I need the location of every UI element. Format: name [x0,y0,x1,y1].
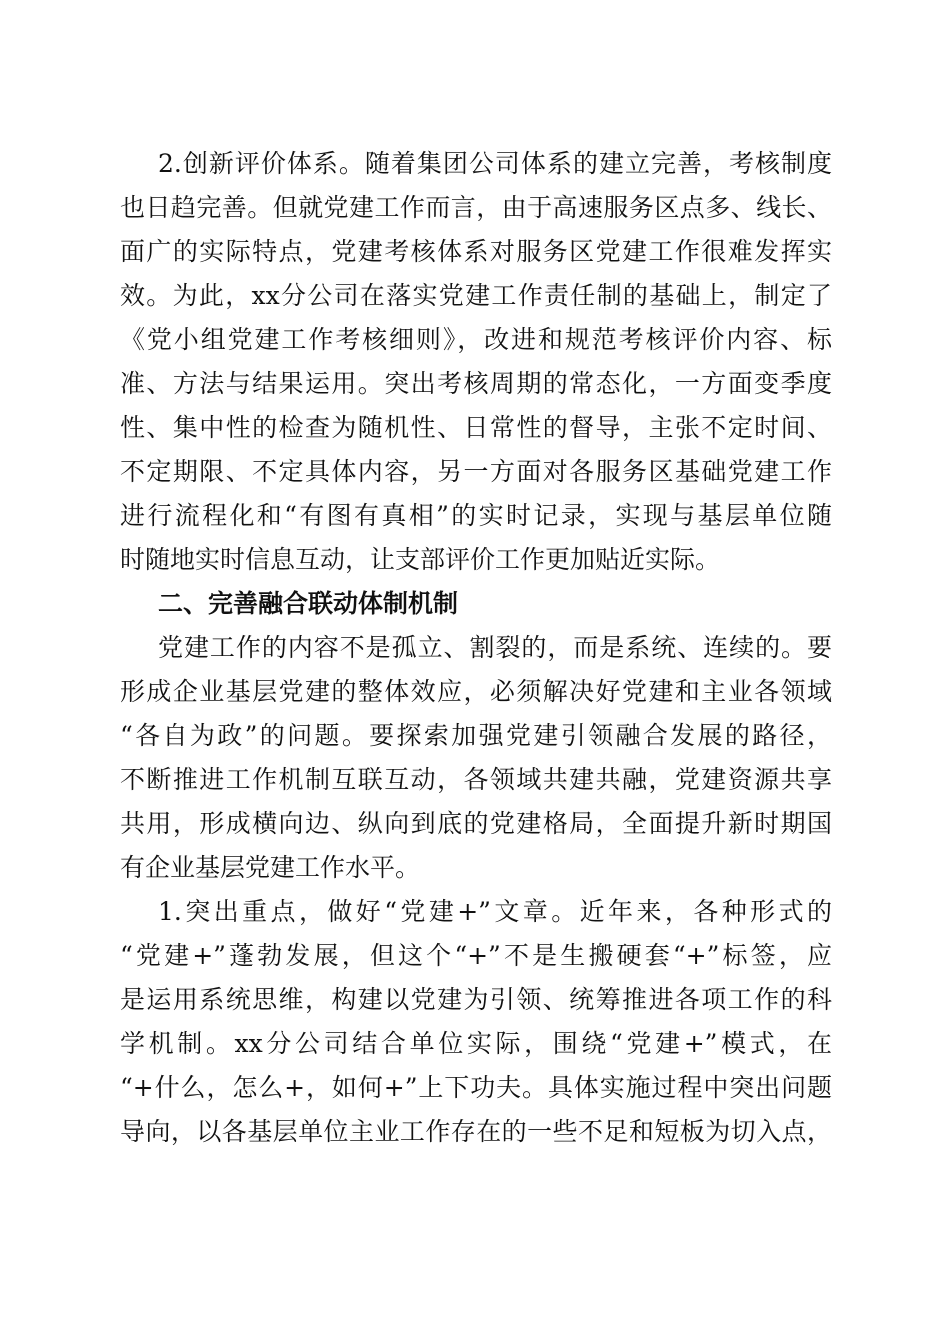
paragraph-1-line-6: 准、方法与结果运用。突出考核周期的常态化，一方面变季度 [120,369,832,398]
paragraph-1-line-7: 性、集中性的检查为随机性、日常性的督导，主张不定时间、 [120,413,832,442]
paragraph-2-line-6: 有企业基层党建工作水平。 [120,853,421,882]
paragraph-1-line-1: 2.创新评价体系。随着集团公司体系的建立完善，考核制度 [158,149,832,178]
paragraph-1-line-4: 效。为此，xx分公司在落实党建工作责任制的基础上，制定了 [120,281,832,310]
paragraph-2-line-2: 形成企业基层党建的整体效应，必须解决好党建和主业各领域 [120,677,832,706]
paragraph-3-line-6: 导向，以各基层单位主业工作存在的一些不足和短板为切入点， [120,1117,832,1146]
paragraph-2-line-4: 不断推进工作机制互联互动，各领域共建共融，党建资源共享 [120,765,832,794]
paragraph-3-line-3: 是运用系统思维，构建以党建为引领、统筹推进各项工作的科 [120,985,832,1014]
paragraph-1-line-2: 也日趋完善。但就党建工作而言，由于高速服务区点多、线长、 [120,193,832,222]
paragraph-3-line-1: 1.突出重点，做好“党建+”文章。近年来，各种形式的 [158,897,832,926]
paragraph-3-line-5: “+什么，怎么+，如何+”上下功夫。具体实施过程中突出问题 [120,1073,832,1102]
paragraph-3-line-4: 学机制。xx分公司结合单位实际，围绕“党建+”模式，在 [120,1029,832,1058]
paragraph-1-line-10: 时随地实时信息互动，让支部评价工作更加贴近实际。 [120,545,721,574]
paragraph-1-line-9: 进行流程化和“有图有真相”的实时记录，实现与基层单位随 [120,501,832,530]
paragraph-1-line-8: 不定期限、不定具体内容，另一方面对各服务区基础党建工作 [120,457,832,486]
section-heading: 二、完善融合联动体制机制 [158,589,459,618]
paragraph-3-line-2: “党建+”蓬勃发展，但这个“+”不是生搬硬套“+”标签，应 [120,941,832,970]
paragraph-2-line-5: 共用，形成横向边、纵向到底的党建格局，全面提升新时期国 [120,809,832,838]
paragraph-2-line-3: “各自为政”的问题。要探索加强党建引领融合发展的路径， [120,721,832,750]
paragraph-1-line-3: 面广的实际特点，党建考核体系对服务区党建工作很难发挥实 [120,237,832,266]
paragraph-2-line-1: 党建工作的内容不是孤立、割裂的，而是系统、连续的。要 [158,633,832,662]
paragraph-1-line-5: 《党小组党建工作考核细则》，改进和规范考核评价内容、标 [120,325,832,354]
